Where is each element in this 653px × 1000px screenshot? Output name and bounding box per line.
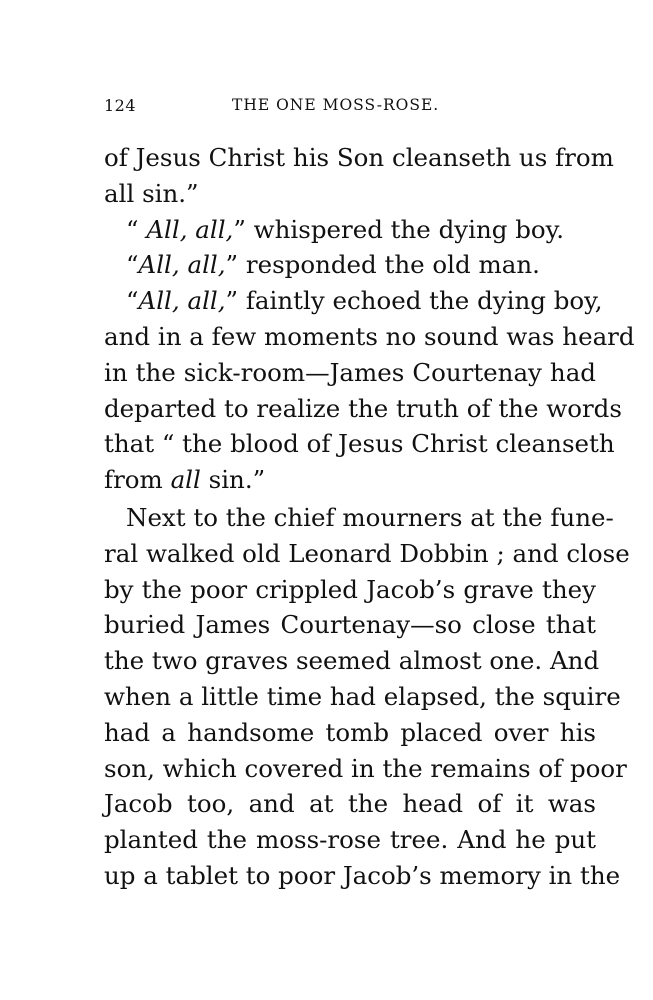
text-line: Next to the chief mourners at the fune-: [126, 502, 614, 532]
text-line: all sin.”: [104, 178, 199, 208]
text-line: from all sin.”: [104, 465, 266, 495]
text-line: planted the moss-rose tree. And he put: [104, 825, 596, 855]
page-number: 124: [104, 96, 137, 115]
running-head: THE ONE MOSS-ROSE.: [232, 96, 440, 114]
text-line: that “ the blood of Jesus Christ cleanseth: [104, 429, 615, 459]
text-line: “ All, all,” whispered the dying boy.: [126, 214, 565, 244]
text-line: when a little time had elapsed, the squire: [104, 681, 621, 711]
page-header: [104, 96, 596, 122]
text-line: departed to realize the truth of the words: [104, 393, 622, 423]
text-line: son, which covered in the remains of poor: [104, 753, 627, 783]
text-line: of Jesus Christ his Son cleanseth us from: [104, 143, 614, 172]
text-line: by the poor crippled Jacob’s grave they: [104, 574, 596, 604]
text-line: “All, all,” faintly echoed the dying boy,: [126, 286, 603, 316]
body-text: [104, 140, 635, 894]
text-line: up a tablet to poor Jacob’s memory in the: [104, 860, 621, 890]
text-line: buried James Courtenay—so close that: [104, 610, 596, 640]
text-line: “All, all,” responded the old man.: [126, 250, 540, 280]
text-line: had a handsome tomb placed over his: [104, 717, 596, 747]
text-line: Jacob too, and at the head of it was: [104, 789, 596, 819]
text-line: the two graves seemed almost one. And: [104, 646, 600, 676]
text-line: and in a few moments no sound was heard: [104, 321, 635, 351]
text-line: in the sick-room—James Courtenay had: [104, 357, 596, 387]
text-line: ral walked old Leonard Dobbin ; and close: [104, 538, 630, 568]
